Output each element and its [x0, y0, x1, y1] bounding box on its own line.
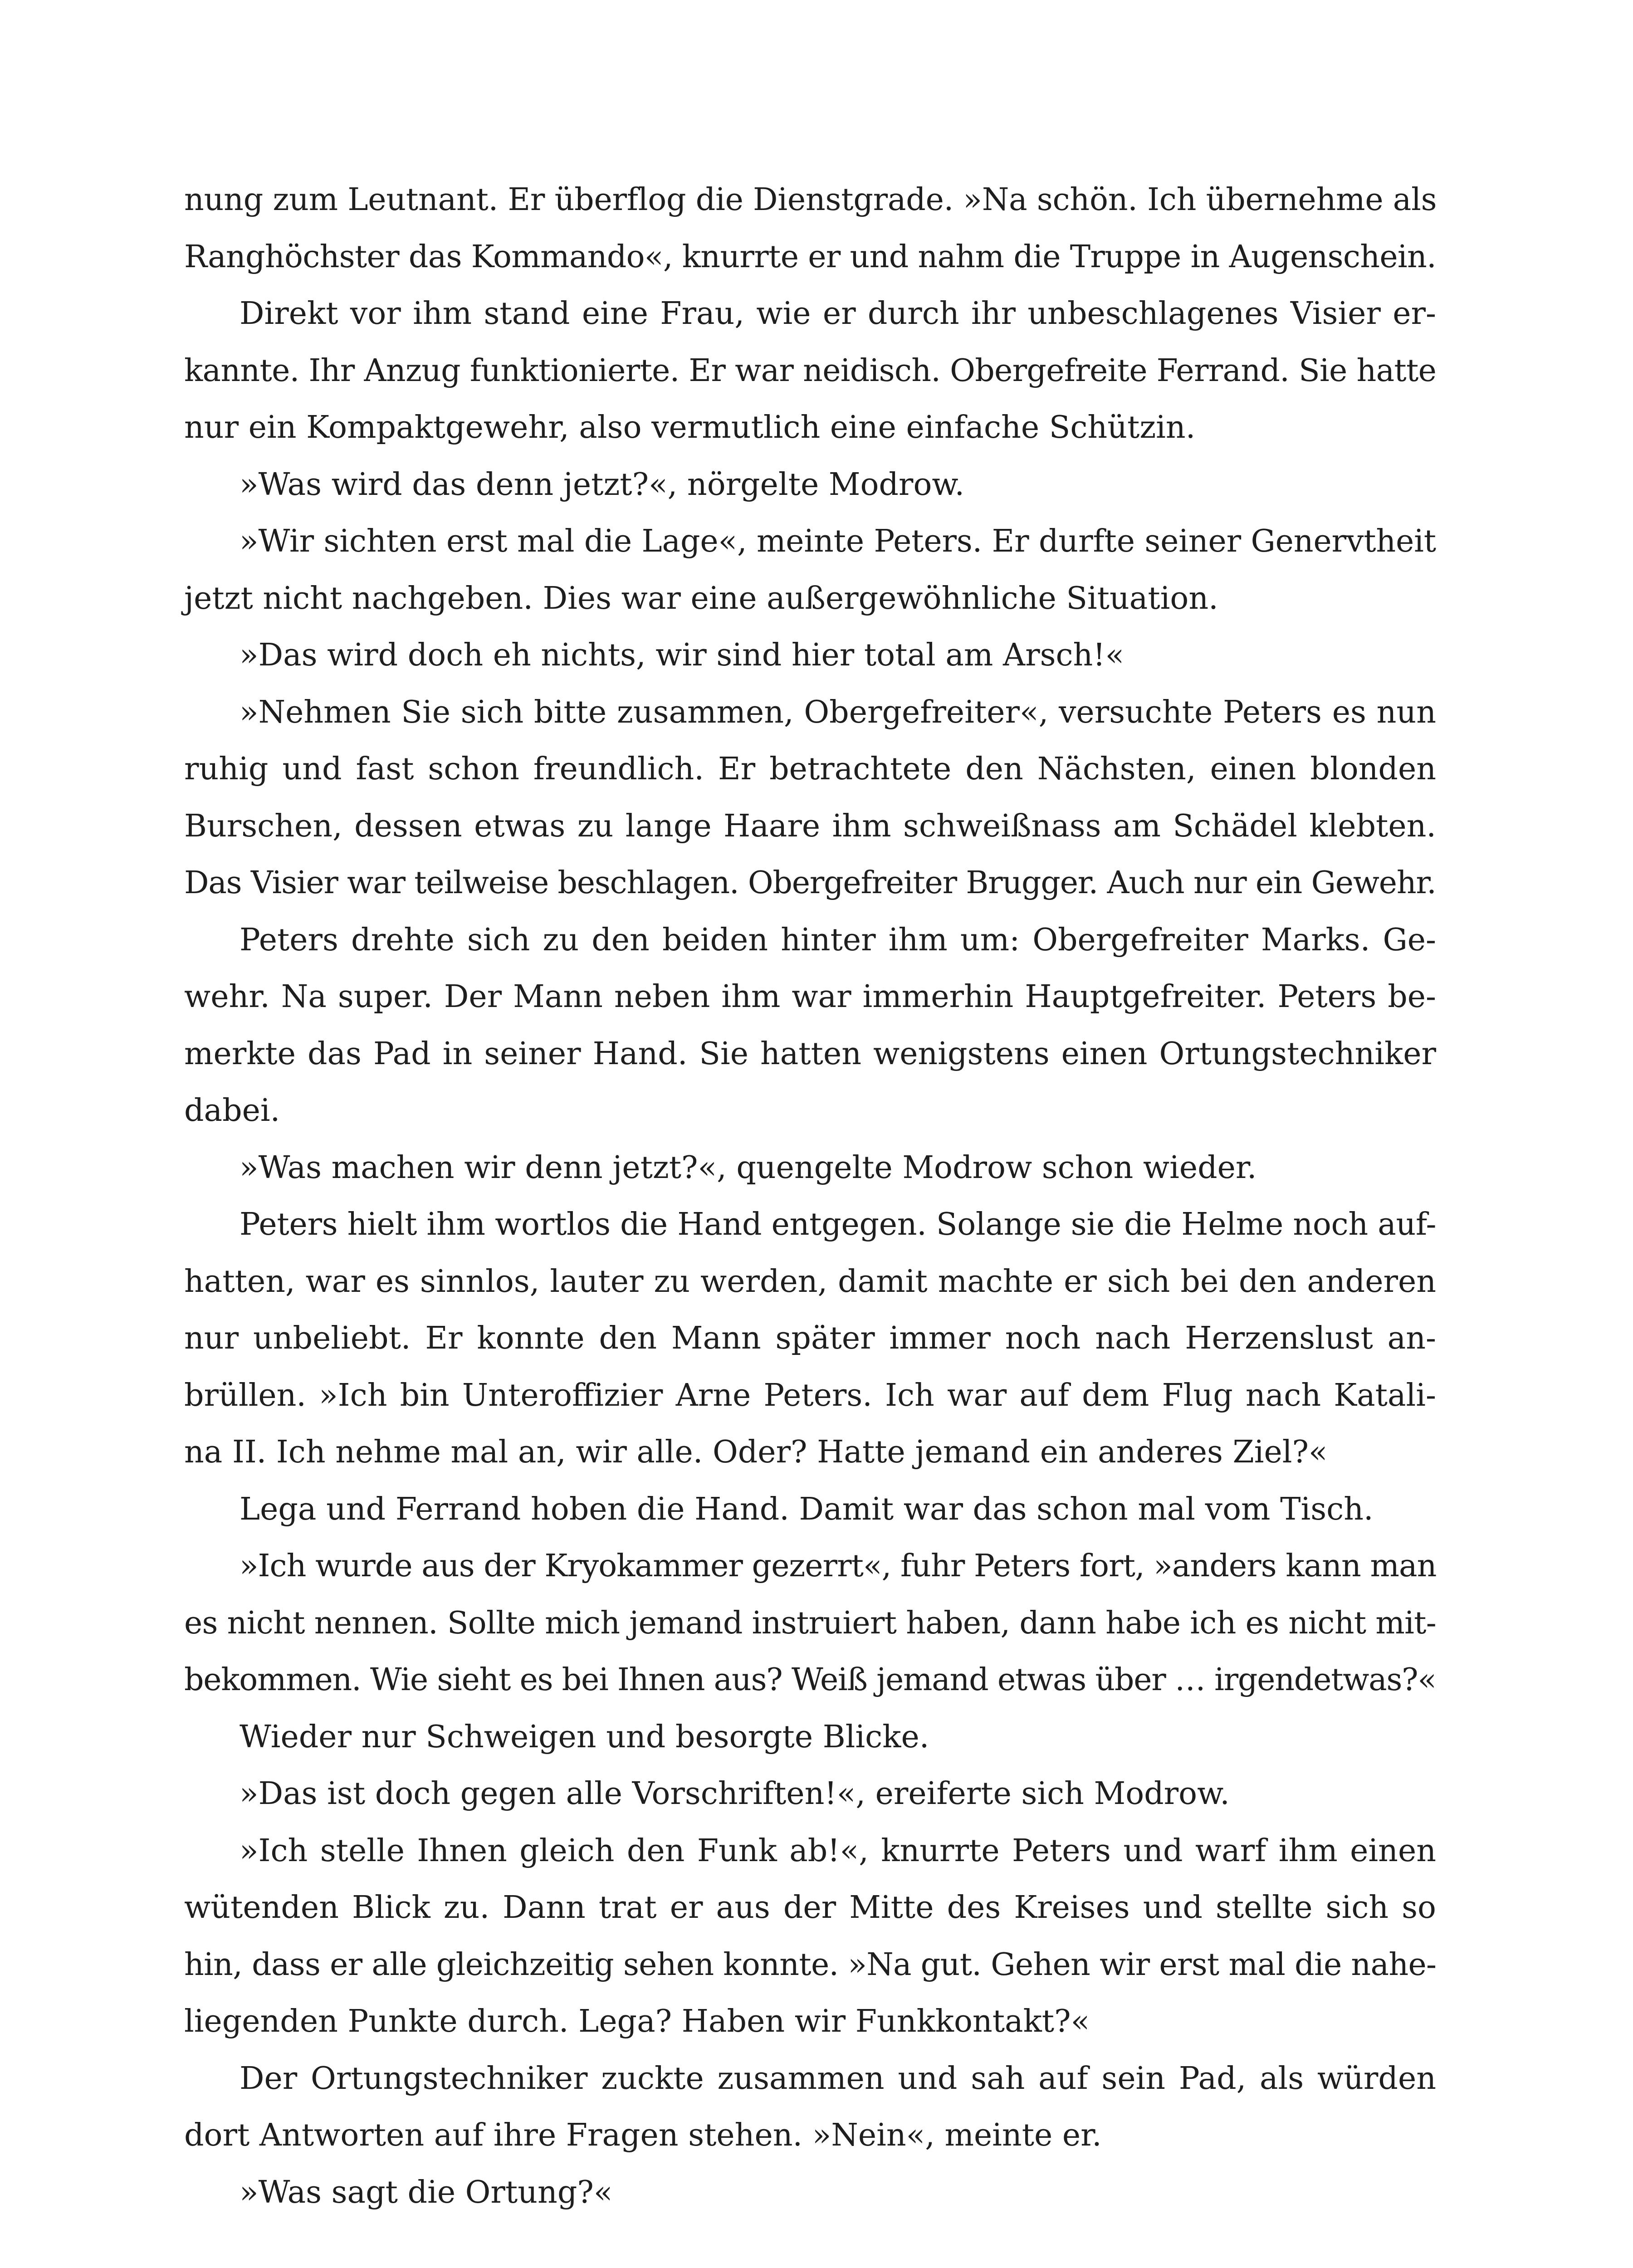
text-line: nur unbeliebt. Er konnte den Mann später immer noch nach Herzenslust an- [184, 1320, 1436, 1356]
paragraph-first-line: Direkt vor ihm stand eine Frau, wie er durch ihr unbeschlagenes Visier er- [240, 296, 1436, 332]
paragraph-first-line: »Nehmen Sie sich bitte zusammen, Obergefreiter«, versuchte Peters es nun [240, 694, 1436, 730]
text-line: liegenden Punkte durch. Lega? Haben wir Funkkontakt?« [184, 2004, 1090, 2039]
paragraph-first-line: Peters drehte sich zu den beiden hinter ihm um: Obergefreiter Marks. Ge- [240, 922, 1436, 958]
text-line: brüllen. »Ich bin Unteroffizier Arne Peters. Ich war auf dem Flug nach Katali- [184, 1377, 1436, 1413]
body-text [184, 171, 1436, 2221]
text-line: Das Visier war teilweise beschlagen. Obergefreiter Brugger. Auch nur ein Gewehr. [184, 865, 1436, 901]
paragraph-first-line: »Ich stelle Ihnen gleich den Funk ab!«, knurrte Peters und warf ihm einen [240, 1833, 1436, 1869]
text-line: nur ein Kompaktgewehr, also vermutlich eine einfache Schützin. [184, 410, 1196, 445]
paragraph-first-line: »Was sagt die Ortung?« [240, 2174, 613, 2210]
paragraph-first-line: »Was machen wir denn jetzt?«, quengelte Modrow schon wieder. [240, 1149, 1257, 1186]
text-line: nung zum Leutnant. Er überflog die Dienstgrade. »Na schön. Ich übernehme als [184, 182, 1437, 218]
text-line: Ranghöchster das Kommando«, knurrte er und nahm die Truppe in Augenschein. [184, 239, 1436, 275]
paragraph-first-line: »Das wird doch eh nichts, wir sind hier total am Arsch!« [240, 637, 1125, 673]
text-line: ruhig und fast schon freundlich. Er betrachtete den Nächsten, einen blonden [184, 751, 1436, 787]
paragraph-first-line: »Wir sichten erst mal die Lage«, meinte Peters. Er durfte seiner Genervtheit [240, 523, 1436, 559]
text-line: dabei. [184, 1093, 280, 1129]
text-line: kannte. Ihr Anzug funktionierte. Er war neidisch. Obergefreite Ferrand. Sie hatte [184, 352, 1437, 389]
text-line: dort Antworten auf ihre Fragen stehen. »Nein«, meinte er. [184, 2117, 1102, 2153]
text-line: jetzt nicht nachgeben. Dies war eine außergewöhnliche Situation. [184, 580, 1218, 616]
paragraph-first-line: »Das ist doch gegen alle Vorschriften!«, ereiferte sich Modrow. [240, 1776, 1230, 1812]
paragraph-first-line: Wieder nur Schweigen und besorgte Blicke. [240, 1719, 929, 1755]
paragraph-first-line: Lega und Ferrand hoben die Hand. Damit war das schon mal vom Tisch. [240, 1491, 1374, 1527]
paragraph-first-line: Peters hielt ihm wortlos die Hand entgegen. Solange sie die Helme noch auf- [240, 1207, 1437, 1242]
paragraph-first-line: »Ich wurde aus der Kryokammer gezerrt«, fuhr Peters fort, »anders kann man [240, 1548, 1437, 1584]
paragraph-first-line: »Was wird das denn jetzt?«, nörgelte Modrow. [240, 466, 965, 503]
text-line: bekommen. Wie sieht es bei Ihnen aus? Weiß jemand etwas über … irgendetwas?« [184, 1662, 1436, 1698]
text-line: na II. Ich nehme mal an, wir alle. Oder? Hatte jemand ein anderes Ziel?« [184, 1434, 1328, 1470]
text-line: hin, dass er alle gleichzeitig sehen konnte. »Na gut. Gehen wir erst mal die nahe- [184, 1946, 1437, 1983]
text-line: wütenden Blick zu. Dann trat er aus der Mitte des Kreises und stellte sich so [184, 1890, 1436, 1926]
text-line: es nicht nennen. Sollte mich jemand instruiert haben, dann habe ich es nicht mit- [184, 1605, 1436, 1641]
text-line: hatten, war es sinnlos, lauter zu werden, damit machte er sich bei den anderen [184, 1263, 1436, 1300]
paragraph-first-line: Der Ortungstechniker zuckte zusammen und sah auf sein Pad, als würden [240, 2060, 1436, 2097]
text-line: wehr. Na super. Der Mann neben ihm war immerhin Hauptgefreiter. Peters be- [184, 979, 1436, 1015]
text-line: Burschen, dessen etwas zu lange Haare ihm schweißnass am Schädel klebten. [184, 808, 1436, 844]
text-line: merkte das Pad in seiner Hand. Sie hatten wenigstens einen Ortungstechniker [184, 1036, 1436, 1072]
